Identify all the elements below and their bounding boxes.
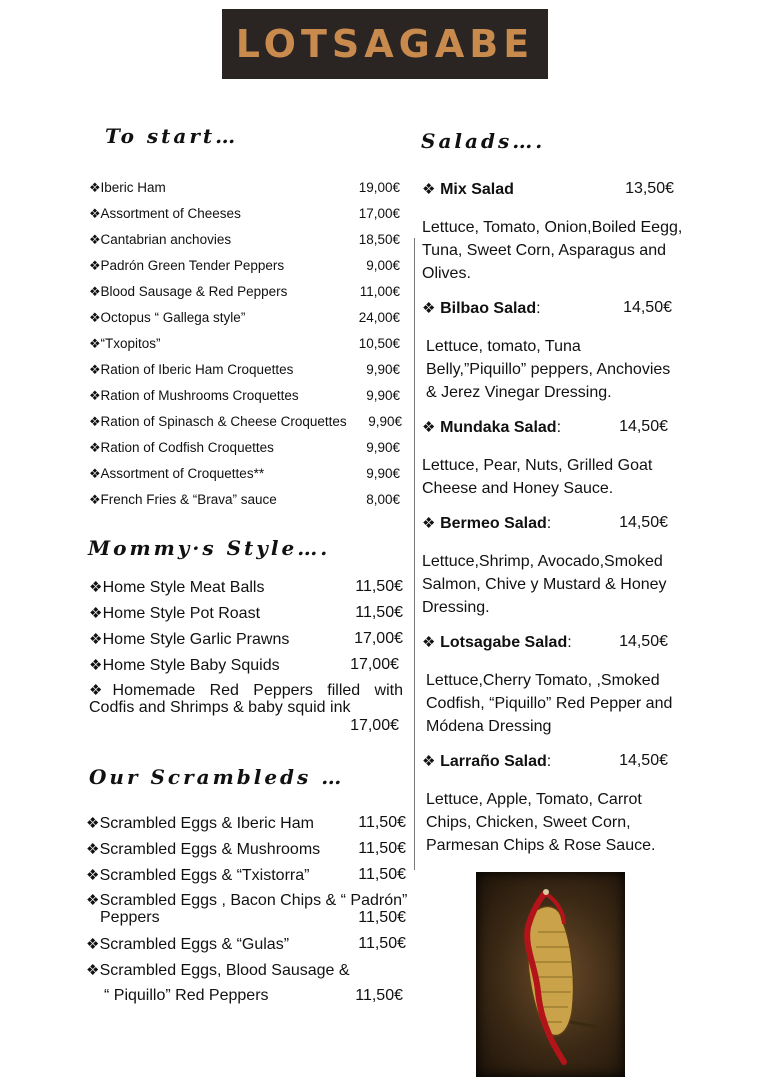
item-price: 8,00€ — [366, 492, 400, 507]
item-price: 11,50€ — [355, 578, 403, 595]
menu-item — [89, 466, 409, 492]
menu-item — [89, 414, 409, 440]
item-name: Scrambled Eggs & Iberic Ham — [99, 815, 314, 832]
salad-price: 14,50€ — [619, 752, 668, 769]
section-title-mommy: Mommy·s Style…. — [88, 536, 331, 560]
item-name: Ration of Mushrooms Croquettes — [100, 388, 299, 403]
salad-description: Lettuce, Pear, Nuts, Grilled Goat Cheese and Honey Sauce. — [422, 457, 653, 497]
bullet-icon: ❖ — [89, 180, 101, 195]
bullet-icon: ❖ — [89, 682, 113, 699]
item-name: Home Style Garlic Prawns — [102, 631, 290, 648]
bullet-icon: ❖ — [89, 440, 101, 455]
item-name: Iberic Ham — [100, 180, 166, 195]
item-name: Cantabrian anchovies — [100, 232, 232, 247]
item-name: French Fries & “Brava” sauce — [100, 492, 277, 507]
bullet-icon: ❖ — [89, 492, 101, 507]
item-name: Assortment of Croquettes** — [100, 466, 265, 481]
salad-price: 14,50€ — [619, 418, 668, 435]
salad-name: Mix Salad — [440, 181, 514, 198]
salad-name: Mundaka Salad — [440, 419, 557, 436]
salad-item — [422, 514, 692, 633]
item-price: 11,50€ — [358, 909, 406, 926]
section-title-start: To start… — [105, 124, 239, 148]
bullet-icon: ❖ — [89, 232, 101, 247]
section-title-salads: Salads…. — [421, 129, 546, 153]
bullet-icon: ❖ — [89, 579, 103, 596]
bullet-icon: ❖ — [89, 414, 101, 429]
menu-item — [89, 604, 409, 630]
bullet-icon: ❖ — [422, 419, 436, 436]
salad-item — [422, 418, 692, 514]
bullet-icon: ❖ — [86, 936, 100, 953]
salad-item — [422, 633, 692, 752]
item-name: Ration of Codfish Croquettes — [100, 440, 274, 455]
menu-item — [89, 388, 409, 414]
salad-price: 13,50€ — [625, 180, 674, 197]
item-price: 11,50€ — [358, 866, 406, 883]
item-name: Ration of Spinasch & Cheese Croquettes — [100, 414, 347, 429]
menu-item — [89, 440, 409, 466]
item-name: Scrambled Eggs , Bacon Chips & “ Padrón” — [99, 892, 408, 909]
restaurant-logo — [222, 9, 548, 79]
wineskin-painting-image — [476, 872, 625, 1077]
bullet-icon: ❖ — [86, 867, 100, 884]
item-name: Homemade Red Peppers filled with Codfis and Shrimps & baby squid ink — [89, 682, 403, 716]
item-price: 11,50€ — [358, 840, 406, 857]
item-price: 10,50€ — [358, 336, 400, 351]
item-price: 19,00€ — [358, 180, 400, 195]
menu-item — [89, 578, 409, 604]
menu-item — [86, 866, 411, 892]
item-price: 11,50€ — [358, 814, 406, 831]
bullet-icon: ❖ — [422, 515, 436, 532]
salad-description: Lettuce, Tomato, Onion,Boiled Eegg, Tuna, Sweet Corn, Asparagus and Olives. — [422, 219, 683, 282]
salad-name: Bilbao Salad — [440, 300, 537, 317]
menu-item — [89, 258, 409, 284]
menu-item — [89, 336, 409, 362]
bullet-icon: ❖ — [89, 310, 101, 325]
salad-item — [422, 180, 692, 299]
menu-item — [86, 961, 411, 1013]
menu-item — [89, 310, 409, 336]
item-name: Padrón Green Tender Peppers — [100, 258, 285, 273]
bullet-icon: ❖ — [422, 181, 436, 198]
item-name: Scrambled Eggs, Blood Sausage & — [99, 962, 350, 979]
mommy-menu-list — [89, 578, 409, 736]
item-price: 11,50€ — [355, 604, 403, 621]
menu-item — [86, 814, 411, 840]
menu-item — [86, 892, 411, 935]
item-price: 9,90€ — [366, 466, 400, 481]
item-price: 24,00€ — [358, 310, 400, 325]
bullet-icon: ❖ — [86, 892, 100, 909]
salad-description: Lettuce,Shrimp, Avocado,Smoked Salmon, Chive y Mustard & Honey Dressing. — [422, 553, 667, 616]
item-name: Assortment of Cheeses — [100, 206, 241, 221]
bullet-icon: ❖ — [89, 206, 101, 221]
item-name: Octopus “ Gallega style” — [100, 310, 246, 325]
item-name: “Txopitos” — [100, 336, 161, 351]
logo-text: LOTSAGABE — [235, 22, 535, 66]
salad-description: Lettuce, tomato, Tuna Belly,”Piquillo” peppers, Anchovies & Jerez Vinegar Dressing. — [426, 338, 671, 401]
bullet-icon: ❖ — [86, 962, 100, 979]
item-name: Scrambled Eggs & “Txistorra” — [99, 867, 310, 884]
bullet-icon: ❖ — [89, 466, 101, 481]
item-price: 11,50€ — [358, 935, 406, 952]
scrambled-menu-list — [86, 814, 411, 1013]
salad-name-suffix: : — [546, 515, 552, 532]
salad-name-suffix: : — [546, 753, 552, 770]
salad-price: 14,50€ — [623, 299, 672, 316]
menu-item — [89, 492, 409, 518]
item-price: 18,50€ — [358, 232, 400, 247]
menu-item — [89, 206, 409, 232]
bullet-icon: ❖ — [422, 753, 436, 770]
item-name: Scrambled Eggs & Mushrooms — [99, 841, 321, 858]
bullet-icon: ❖ — [422, 634, 436, 651]
start-menu-list — [89, 180, 409, 518]
menu-item — [89, 362, 409, 388]
salad-name: Larraño Salad — [440, 753, 547, 770]
bullet-icon: ❖ — [89, 631, 103, 648]
column-divider — [414, 238, 415, 870]
item-name: Home Style Pot Roast — [102, 605, 261, 622]
item-price: 11,00€ — [359, 284, 400, 299]
salad-price: 14,50€ — [619, 514, 668, 531]
item-price: 17,00€ — [354, 630, 403, 647]
item-name: Home Style Meat Balls — [102, 579, 265, 596]
item-price: 9,90€ — [368, 414, 402, 429]
menu-item — [86, 935, 411, 961]
salad-item — [422, 752, 692, 871]
bullet-icon: ❖ — [86, 841, 100, 858]
salad-description: Lettuce,Cherry Tomato, ,Smoked Codfish, “Piquillo” Red Pepper and Módena Dressing — [426, 672, 673, 735]
bullet-icon: ❖ — [89, 605, 103, 622]
bullet-icon: ❖ — [89, 388, 101, 403]
bullet-icon: ❖ — [89, 657, 103, 674]
bullet-icon: ❖ — [89, 284, 101, 299]
menu-item — [89, 232, 409, 258]
bullet-icon: ❖ — [89, 258, 101, 273]
item-price: 9,90€ — [366, 362, 400, 377]
salad-description: Lettuce, Apple, Tomato, Carrot Chips, Chicken, Sweet Corn, Parmesan Chips & Rose Sauce. — [426, 791, 656, 854]
salad-item — [422, 299, 692, 418]
menu-item — [89, 630, 409, 656]
item-price: 9,90€ — [366, 388, 400, 403]
item-name: Home Style Baby Squids — [102, 657, 280, 674]
menu-item — [89, 682, 409, 736]
salad-price: 14,50€ — [619, 633, 668, 650]
salad-name-suffix: : — [536, 300, 541, 317]
bullet-icon: ❖ — [89, 336, 101, 351]
wineskin-illustration — [476, 872, 625, 1077]
item-price: 9,90€ — [366, 440, 400, 455]
bullet-icon: ❖ — [89, 362, 101, 377]
item-price: 17,00€ — [358, 206, 400, 221]
salads-menu-list — [422, 180, 692, 871]
menu-item — [89, 656, 409, 682]
menu-item — [89, 180, 409, 206]
item-name: Blood Sausage & Red Peppers — [100, 284, 288, 299]
item-price: 17,00€ — [350, 717, 399, 734]
salad-name: Lotsagabe Salad — [440, 634, 568, 651]
item-price: 17,00€ — [350, 656, 399, 673]
salad-name-suffix: : — [556, 419, 562, 436]
salad-name: Bermeo Salad — [440, 515, 547, 532]
item-name: Ration of Iberic Ham Croquettes — [100, 362, 294, 377]
menu-item — [89, 284, 409, 310]
bullet-icon: ❖ — [422, 300, 436, 317]
menu-item — [86, 840, 411, 866]
item-price: 9,00€ — [366, 258, 400, 273]
item-name-line2: “ Piquillo” Red Peppers — [104, 987, 269, 1004]
item-name-line2: Peppers — [100, 909, 160, 926]
item-price: 11,50€ — [355, 987, 403, 1004]
item-name: Scrambled Eggs & “Gulas” — [99, 936, 290, 953]
salad-name-suffix: : — [567, 634, 572, 651]
section-title-scrambled: Our Scrambleds … — [89, 765, 345, 789]
bullet-icon: ❖ — [86, 815, 100, 832]
